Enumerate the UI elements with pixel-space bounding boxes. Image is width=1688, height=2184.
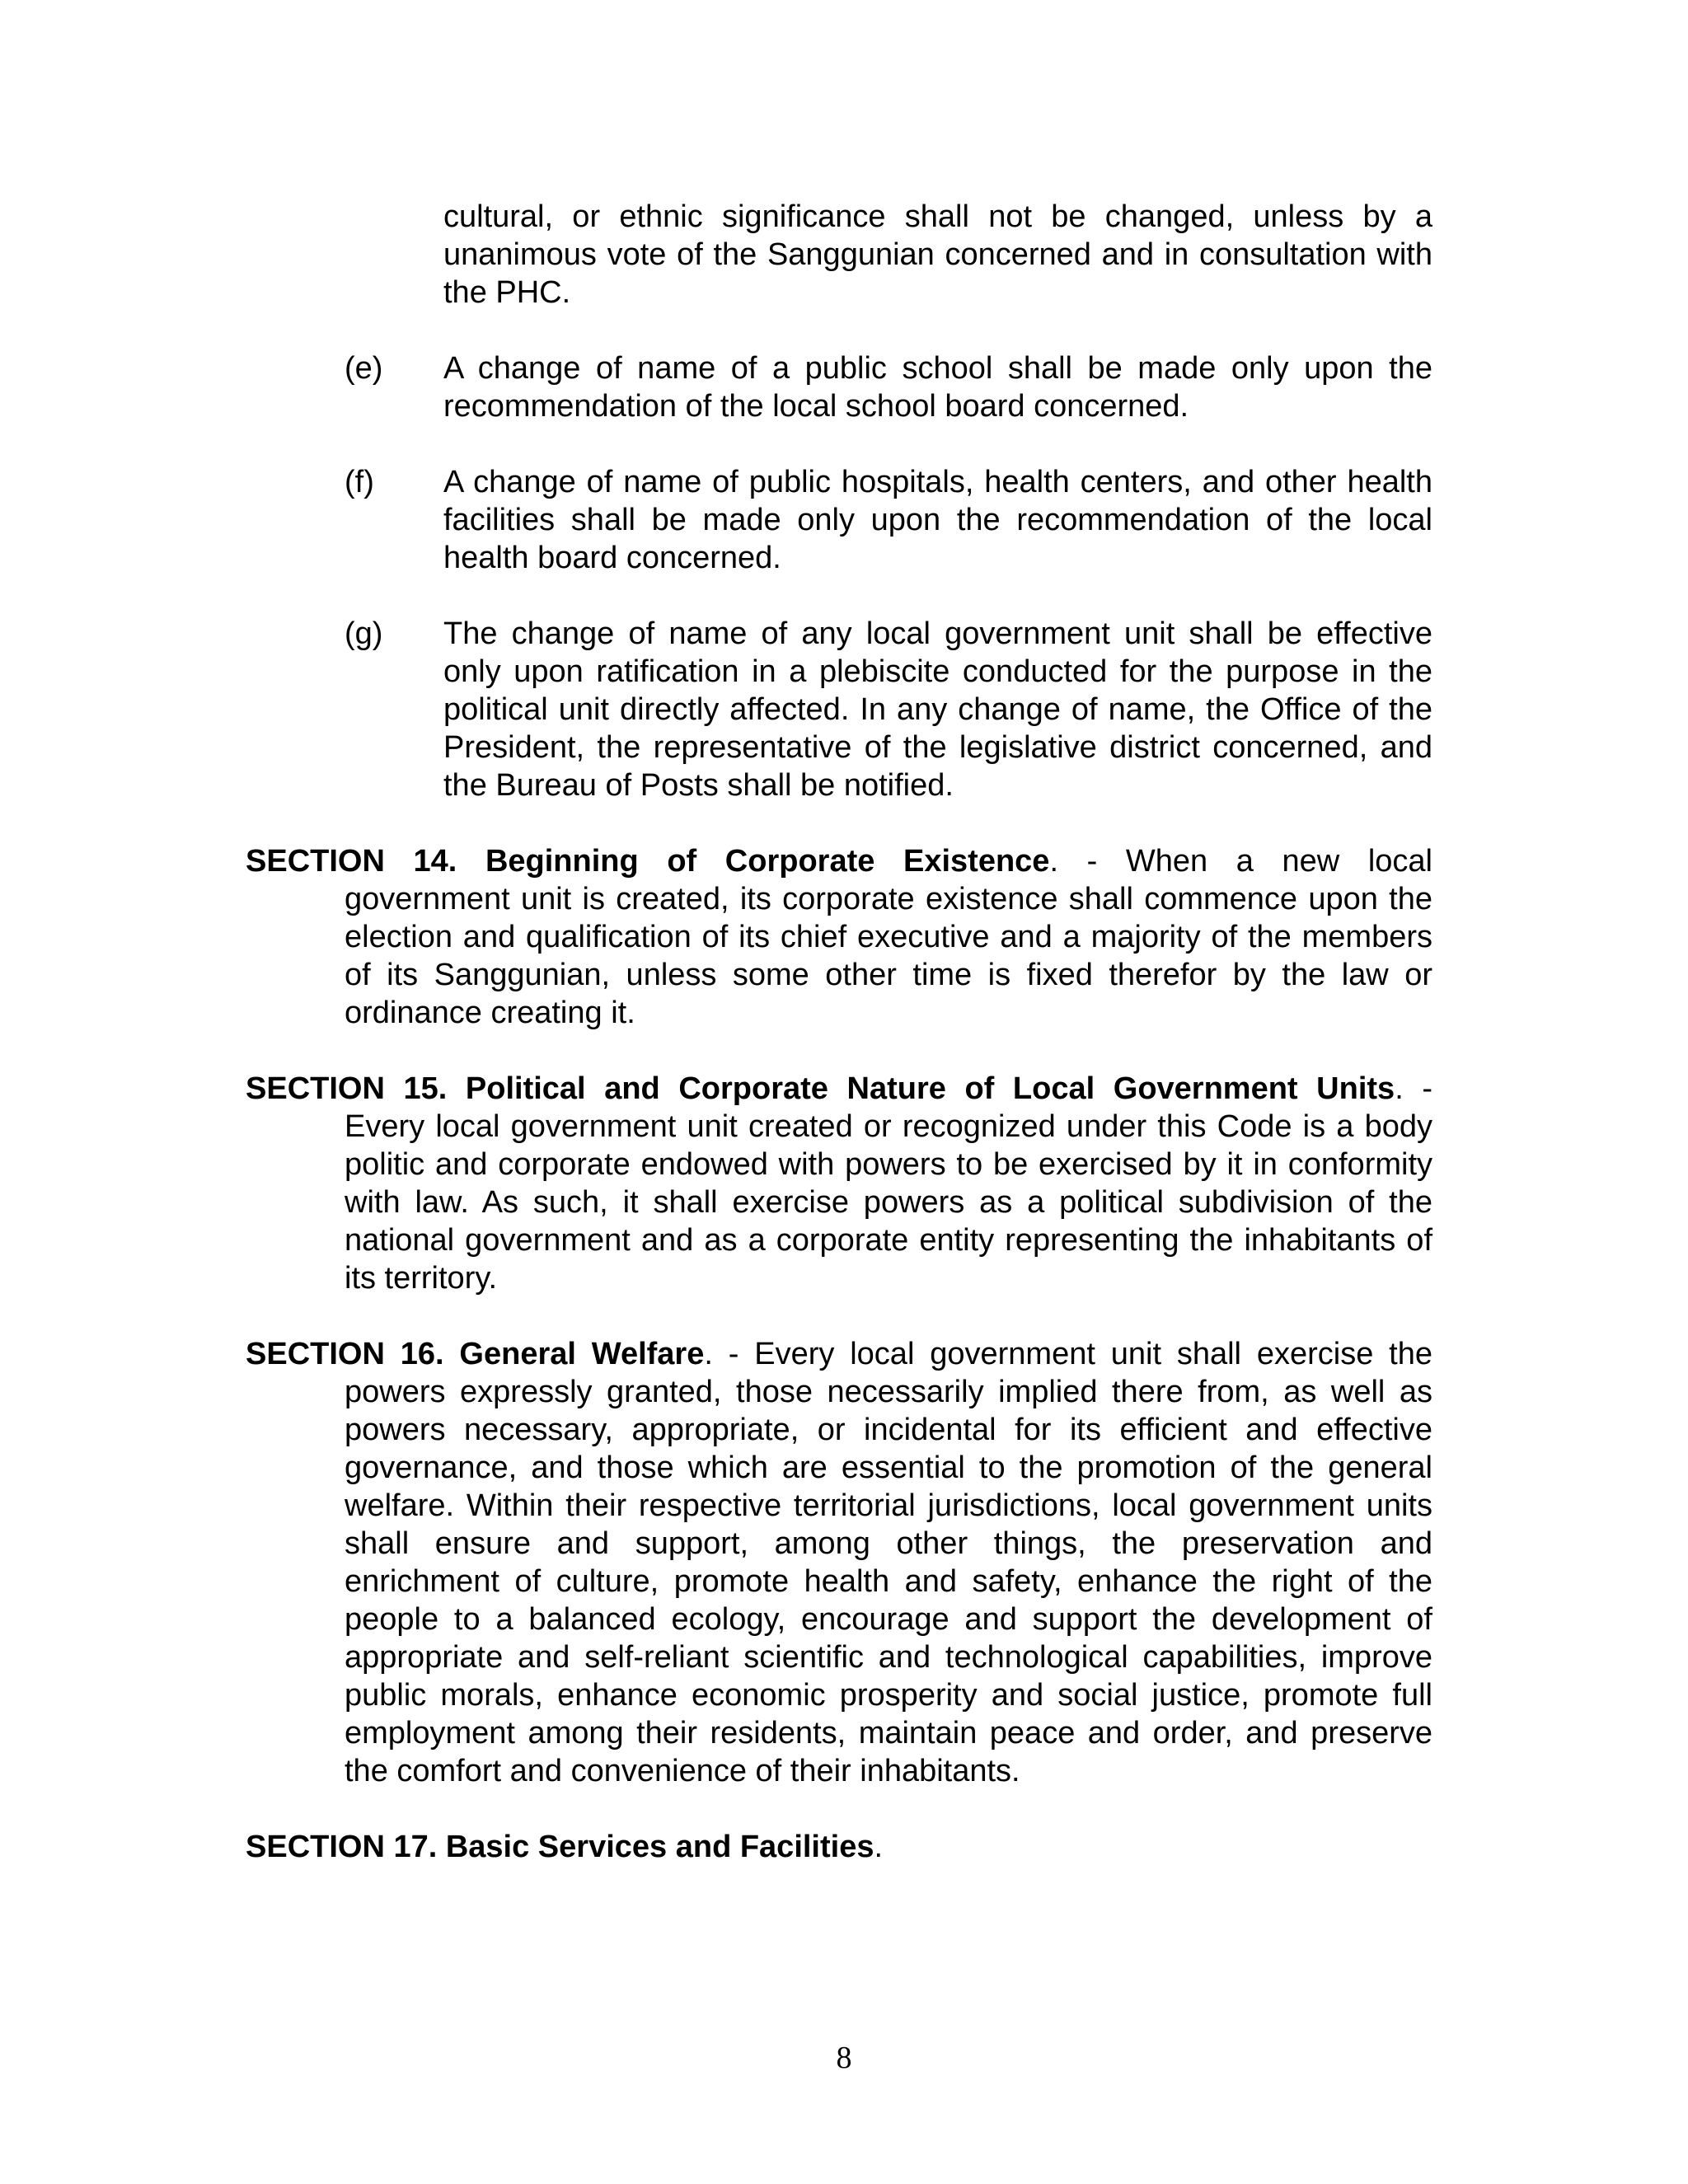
section-heading-tail: . - Every local government unit shall exercise the: [704, 1337, 1433, 1371]
section-first-line: [246, 1070, 1432, 1108]
section-17: [246, 1828, 1432, 1866]
list-item-marker: (f): [345, 465, 374, 499]
section-first-line: [246, 842, 1432, 880]
list-item-text: The change of name of any local government unit shall be effective only upon ratification in a plebiscite conducted for the purpose in the political unit directly affected. In any change of name, the Office of the President, the representative of the legislative district concerned, and the Bureau of Posts shall be notified.: [443, 616, 1432, 803]
list-item-marker: (g): [345, 616, 383, 651]
section-16: [246, 1335, 1432, 1790]
list-item-text: A change of name of a public school shall be made only upon the recommendation of the local school board concerned.: [443, 351, 1432, 424]
section-heading: SECTION 15. Political and Corporate Nature of Local Government Units: [246, 1071, 1395, 1106]
list-item-text: A change of name of public hospitals, health centers, and other health facilities shall be made only upon the recommendation of the local health board concerned.: [443, 465, 1432, 575]
list-item-e: [345, 349, 1432, 425]
section-heading-tail: . - When a new local: [1049, 844, 1432, 879]
section-body: powers expressly granted, those necessarily implied there from, as well as powers necessary, appropriate, or incidental for its efficient and effective governance, and those which are essential to the promotion of the general welfare. Within their respective territorial jurisdictions, local government units shall ensure and support, among other things, the preservation and enrichment of culture, promote health and safety, enhance the right of the people to a balanced ecology, encourage and support the development of appropriate and self-reliant scientific and technological capabilities, improve public morals, enhance economic prosperity and social justice, promote full employment among their residents, maintain peace and order, and preserve the comfort and convenience of their inhabitants.: [345, 1375, 1432, 1788]
section-first-line: [246, 1335, 1432, 1373]
continuation-paragraph: [443, 198, 1432, 312]
section-heading: SECTION 16. General Welfare: [246, 1337, 705, 1371]
continuation-text: cultural, or ethnic significance shall not be changed, unless by a unanimous vote of the Sanggunian concerned and in consultation with the PHC.: [443, 199, 1432, 310]
page-number: 8: [836, 2041, 852, 2075]
list-item-f: [345, 463, 1432, 577]
section-first-line: [246, 1828, 1432, 1866]
section-14: [246, 842, 1432, 1032]
section-heading-tail: . -: [1395, 1071, 1432, 1106]
section-15: [246, 1070, 1432, 1297]
section-heading-tail: .: [874, 1830, 884, 1864]
section-heading: SECTION 14. Beginning of Corporate Existence: [246, 844, 1050, 879]
section-body: government unit is created, its corporate existence shall commence upon the election and qualification of its chief executive and a majority of the members of its Sanggunian, unless some other time is fixed therefor by the law or ordinance creating it.: [345, 882, 1432, 1030]
list-item-g: [345, 615, 1432, 804]
section-heading: SECTION 17. Basic Services and Facilities: [246, 1830, 874, 1864]
list-item-marker: (e): [345, 351, 383, 386]
section-body: Every local government unit created or recognized under this Code is a body politic and corporate endowed with powers to be exercised by it in conformity with law. As such, it shall exercise powers as a political subdivision of the national government and as a corporate entity representing the inhabitants of its territory.: [345, 1109, 1432, 1296]
